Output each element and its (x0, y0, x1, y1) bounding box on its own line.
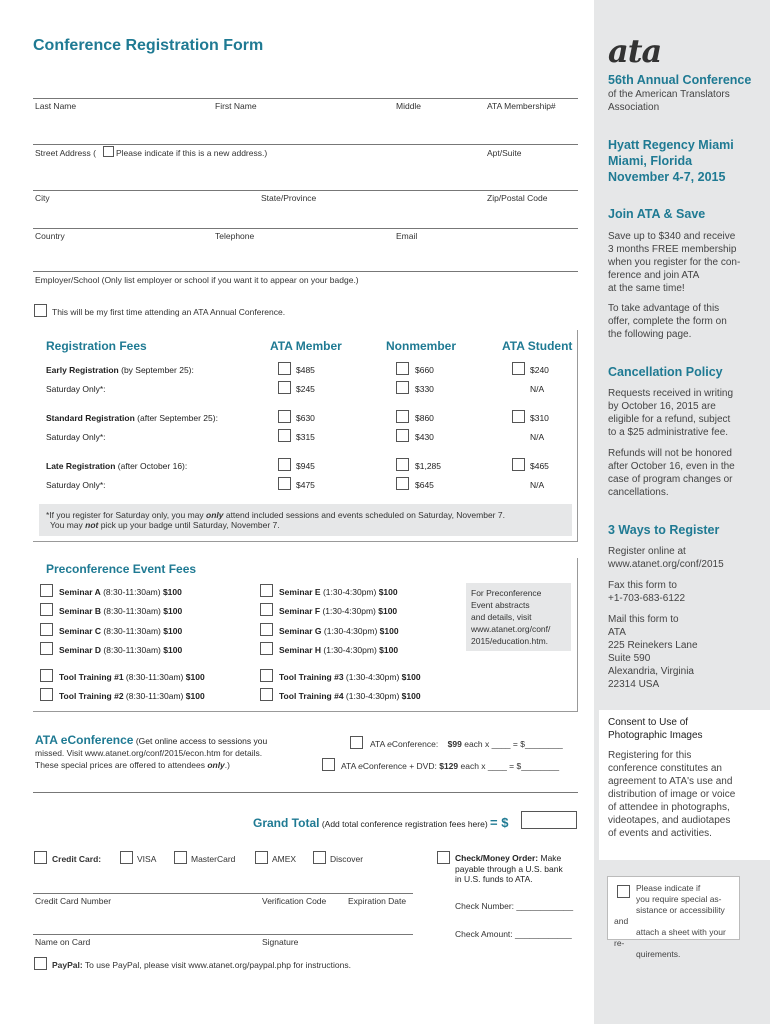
econf-heading-line (35, 733, 267, 747)
credit-card-checkbox[interactable] (34, 851, 47, 864)
text-line: case of program changes or (608, 474, 733, 485)
fee-member-price: $245 (296, 384, 315, 394)
preconf-item: Tool Training #1 (8:30-11:30am) $100 (59, 672, 205, 682)
fee-nonmember-price: $660 (415, 365, 434, 375)
preconf-checkbox[interactable] (260, 642, 273, 655)
preconf-checkbox[interactable] (40, 688, 53, 701)
fee-member-checkbox[interactable] (278, 429, 291, 442)
text-line: Photographic Images (608, 730, 703, 741)
econf-dvd-option: ATA eConference + DVD: $129 each x ____ = $________ (341, 761, 560, 771)
text-line: by October 16, 2015 are (608, 401, 716, 412)
fee-member-price: $485 (296, 365, 315, 375)
fee-member-checkbox[interactable] (278, 381, 291, 394)
country-label: Country (35, 231, 65, 241)
text-line: offer, complete the form on (608, 316, 727, 327)
fee-member-checkbox[interactable] (278, 458, 291, 471)
conference-title: 56th Annual Conference (608, 73, 752, 87)
preconf-info-line: and details, visit (471, 612, 532, 622)
first-time-label: This will be my first time attending an ATA Annual Conference. (52, 307, 286, 317)
preconf-item: Tool Training #2 (8:30-11:30am) $100 (59, 691, 205, 701)
econf-checkbox[interactable] (350, 736, 363, 749)
text-line: conference constitutes an (608, 763, 722, 774)
fee-row-label: Early Registration (by September 25): (46, 365, 194, 375)
check-number-field[interactable]: Check Number: ____________ (455, 901, 574, 911)
join-text (608, 230, 758, 295)
ways-heading: 3 Ways to Register (608, 523, 720, 537)
fee-member-price: $630 (296, 413, 315, 423)
fee-nonmember-checkbox[interactable] (396, 381, 409, 394)
last-name-label: Last Name (35, 101, 77, 111)
fee-student-price: N/A (530, 384, 545, 394)
text-line: after October 16, even in the (608, 461, 735, 472)
saturday-note-line2: You may not pick up your badge until Saturday, November 7. (50, 520, 280, 530)
ways-mail (608, 613, 758, 691)
preconf-checkbox[interactable] (40, 642, 53, 655)
text-line: Register online at (608, 546, 686, 557)
visa-label: VISA (137, 854, 157, 864)
preconf-info-line: For Preconference (471, 588, 542, 598)
cancel-heading: Cancellation Policy (608, 365, 723, 379)
text-line: videotapes, and audiotapes (608, 815, 731, 826)
paypal-label: PayPal: To use PayPal, please visit www.atanet.org/paypal.php for instructions. (52, 960, 351, 970)
econf-desc2: missed. Visit www.atanet.org/conf/2015/econ.htm for details. (35, 748, 263, 758)
zip-label: Zip/Postal Code (487, 193, 548, 203)
preconf-checkbox[interactable] (40, 623, 53, 636)
fee-nonmember-price: $330 (415, 384, 434, 394)
fee-nonmember-price: $645 (415, 480, 434, 490)
preconf-info (471, 587, 550, 647)
fee-student-checkbox[interactable] (512, 410, 525, 423)
fees-heading: Registration Fees (46, 339, 147, 353)
text-line: Association (608, 102, 660, 113)
preconf-item: Seminar B (8:30-11:30am) $100 (59, 606, 183, 616)
cancel-text (608, 387, 758, 439)
country-line[interactable] (33, 228, 578, 229)
text-line: Please indicate if (636, 883, 701, 893)
preconf-item: Seminar D (8:30-11:30am) $100 (59, 645, 183, 655)
text-line: 22314 USA (608, 679, 660, 690)
text-line: 3 months FREE membership (608, 244, 737, 255)
mastercard-checkbox[interactable] (174, 851, 187, 864)
fee-nonmember-price: $430 (415, 432, 434, 442)
preconf-heading: Preconference Event Fees (46, 562, 197, 576)
fee-student-price: $465 (530, 461, 549, 471)
street-label: Street Address ( (35, 148, 96, 158)
preconf-item: Seminar C (8:30-11:30am) $100 (59, 626, 183, 636)
fee-nonmember-checkbox[interactable] (396, 362, 409, 375)
name-on-card-line[interactable] (33, 934, 413, 935)
employer-label: Employer/School (Only list employer or school if you want it to appear on your badge.) (35, 275, 359, 285)
fee-row-label: Saturday Only*: (46, 384, 106, 394)
fee-member-checkbox[interactable] (278, 362, 291, 375)
fee-nonmember-checkbox[interactable] (396, 477, 409, 490)
employer-line[interactable] (33, 271, 578, 272)
preconf-checkbox[interactable] (260, 623, 273, 636)
text-line: Registering for this (608, 750, 692, 761)
fee-student-checkbox[interactable] (512, 362, 525, 375)
preconf-checkbox[interactable] (40, 584, 53, 597)
text-line: 225 Reinekers Lane (608, 640, 698, 651)
discover-label: Discover (330, 854, 364, 864)
telephone-label: Telephone (215, 231, 255, 241)
text-line: distribution of image or voice (608, 789, 736, 800)
econf-heading: ATA eConference (35, 733, 134, 747)
preconf-item: Seminar G (1:30-4:30pm) $100 (279, 626, 399, 636)
text-line: of the American Translators (608, 89, 730, 100)
fee-row-label: Saturday Only*: (46, 432, 106, 442)
text-line: to a $25 administrative fee. (608, 427, 729, 438)
fee-member-price: $945 (296, 461, 315, 471)
col-student: ATA Student (502, 339, 573, 353)
ways-online (608, 545, 758, 571)
state-label: State/Province (261, 193, 317, 203)
check-amount-field[interactable]: Check Amount: ____________ (455, 929, 572, 939)
text-line: Suite 590 (608, 653, 651, 664)
fee-member-checkbox[interactable] (278, 410, 291, 423)
text-line: November 4-7, 2015 (608, 170, 726, 184)
fee-member-price: $315 (296, 432, 315, 442)
preconf-checkbox[interactable] (260, 584, 273, 597)
text-line: To take advantage of this (608, 303, 720, 314)
grand-total-line (253, 815, 508, 830)
card-number-label: Credit Card Number (35, 896, 112, 906)
cancel-text2 (608, 447, 758, 499)
text-line: of events and activities. (608, 828, 712, 839)
text-line: cancellations. (608, 487, 669, 498)
fee-nonmember-checkbox[interactable] (396, 429, 409, 442)
text-line: Save up to $340 and receive (608, 231, 736, 242)
text-line: at the same time! (608, 283, 685, 294)
text-line: Mail this form to (608, 614, 679, 625)
email-label: Email (396, 231, 418, 241)
preconf-item: Tool Training #3 (1:30-4:30pm) $100 (279, 672, 421, 682)
text-line: Miami, Florida (608, 154, 693, 168)
econf-option: ATA eConference: $99 each x ____ = $________ (370, 739, 563, 749)
preconf-checkbox[interactable] (260, 669, 273, 682)
fee-member-checkbox[interactable] (278, 477, 291, 490)
preconf-info-line: www.atanet.org/conf/ (471, 624, 551, 634)
visa-checkbox[interactable] (120, 851, 133, 864)
fee-row-label: Saturday Only*: (46, 480, 106, 490)
name-line[interactable] (33, 98, 578, 99)
col-nonmember: Nonmember (386, 339, 457, 353)
text-line: +1-703-683-6122 (608, 593, 686, 604)
fee-student-checkbox[interactable] (512, 458, 525, 471)
ata-logo: ata (608, 32, 662, 70)
econf-divider (33, 792, 578, 793)
apt-label: Apt/Suite (487, 148, 522, 158)
check-label: Check/Money Order: Make payable through a U.S. bank in U.S. funds to ATA. (455, 853, 563, 884)
preconf-item: Seminar A (8:30-11:30am) $100 (59, 587, 182, 597)
middle-label: Middle (396, 101, 422, 111)
mastercard-label: MasterCard (191, 854, 236, 864)
preconf-checkbox[interactable] (40, 669, 53, 682)
card-number-line[interactable] (33, 893, 413, 894)
fee-nonmember-checkbox[interactable] (396, 410, 409, 423)
paypal-checkbox[interactable] (34, 957, 47, 970)
preconf-checkbox[interactable] (40, 603, 53, 616)
fee-student-price: N/A (530, 432, 545, 442)
text-line: ATA (608, 627, 626, 638)
amex-label: AMEX (272, 854, 297, 864)
grand-total-heading: Grand Total (253, 816, 320, 830)
fee-student-price: $310 (530, 413, 549, 423)
text-line: agreement to ATA's use and (608, 776, 733, 787)
text-line: Requests received in writing (608, 388, 734, 399)
address-line[interactable] (33, 144, 578, 145)
preconf-item: Tool Training #4 (1:30-4:30pm) $100 (279, 691, 421, 701)
new-address-label: Please indicate if this is a new address.) (116, 148, 268, 158)
fee-row-label: Late Registration (after October 16): (46, 461, 188, 471)
ways-fax (608, 579, 758, 605)
text-line: you require special as- (636, 894, 722, 904)
signature-label: Signature (262, 937, 299, 947)
special-needs-text (614, 883, 738, 960)
text-line: when you register for the con- (608, 257, 741, 268)
verification-label: Verification Code (262, 896, 327, 906)
city-line[interactable] (33, 190, 578, 191)
discover-checkbox[interactable] (313, 851, 326, 864)
fee-row-label: Standard Registration (after September 25): (46, 413, 218, 423)
text-line: the following page. (608, 329, 692, 340)
grand-total-note: (Add total conference registration fees here) (319, 819, 491, 829)
first-name-label: First Name (215, 101, 257, 111)
fee-student-price: $240 (530, 365, 549, 375)
preconf-item: Seminar H (1:30-4:30pm) $100 (279, 645, 399, 655)
col-member: ATA Member (270, 339, 342, 353)
text-line: ference and join ATA (608, 270, 700, 281)
expiration-label: Expiration Date (348, 896, 407, 906)
membership-label: ATA Membership# (487, 101, 556, 111)
text-line: Fax this form to (608, 580, 677, 591)
venue (608, 137, 734, 185)
text-line: Hyatt Regency Miami (608, 138, 734, 152)
name-on-card-label: Name on Card (35, 937, 91, 947)
join-text2 (608, 302, 758, 341)
fee-nonmember-price: $1,285 (415, 461, 441, 471)
saturday-note-line1: *If you register for Saturday only, you may only attend included sessions and events scheduled on Saturday, November 7. (46, 510, 505, 520)
text-line: sistance or accessibility and (614, 905, 725, 926)
fee-nonmember-price: $860 (415, 413, 434, 423)
fee-student-price: N/A (530, 480, 545, 490)
text-line: of attendee in photographs, (608, 802, 730, 813)
conference-subtitle (608, 88, 758, 114)
preconf-info-line: Event abstracts (471, 600, 530, 610)
text-line: attach a sheet with your re- (614, 927, 726, 948)
grand-total-sign: = $ (490, 815, 509, 830)
preconf-item: Seminar E (1:30-4:30pm) $100 (279, 587, 398, 597)
city-label: City (35, 193, 50, 203)
preconf-checkbox[interactable] (260, 603, 273, 616)
text-line: Alexandria, Virginia (608, 666, 694, 677)
text-line: quirements. (636, 949, 681, 959)
text-line: eligible for a refund, subject (608, 414, 731, 425)
first-time-checkbox[interactable] (34, 304, 47, 317)
fee-nonmember-checkbox[interactable] (396, 458, 409, 471)
check-checkbox[interactable] (437, 851, 450, 864)
consent-heading (608, 716, 758, 742)
grand-total-input[interactable] (521, 811, 577, 829)
new-address-checkbox[interactable] (103, 146, 114, 157)
fee-member-price: $475 (296, 480, 315, 490)
preconf-item: Seminar F (1:30-4:30pm) $100 (279, 606, 398, 616)
consent-text (608, 749, 758, 840)
econf-dvd-checkbox[interactable] (322, 758, 335, 771)
econf-desc1: (Get online access to sessions you (133, 736, 268, 746)
preconf-checkbox[interactable] (260, 688, 273, 701)
econf-desc3: These special prices are offered to attendees only.) (35, 760, 230, 770)
join-heading: Join ATA & Save (608, 207, 706, 221)
text-line: Refunds will not be honored (608, 448, 732, 459)
text-line: www.atanet.org/conf/2015 (608, 559, 724, 570)
form-title: Conference Registration Form (33, 37, 264, 54)
amex-checkbox[interactable] (255, 851, 268, 864)
credit-card-label: Credit Card: (52, 854, 102, 864)
preconf-info-line: 2015/education.htm. (471, 636, 549, 646)
text-line: Consent to Use of (608, 717, 689, 728)
